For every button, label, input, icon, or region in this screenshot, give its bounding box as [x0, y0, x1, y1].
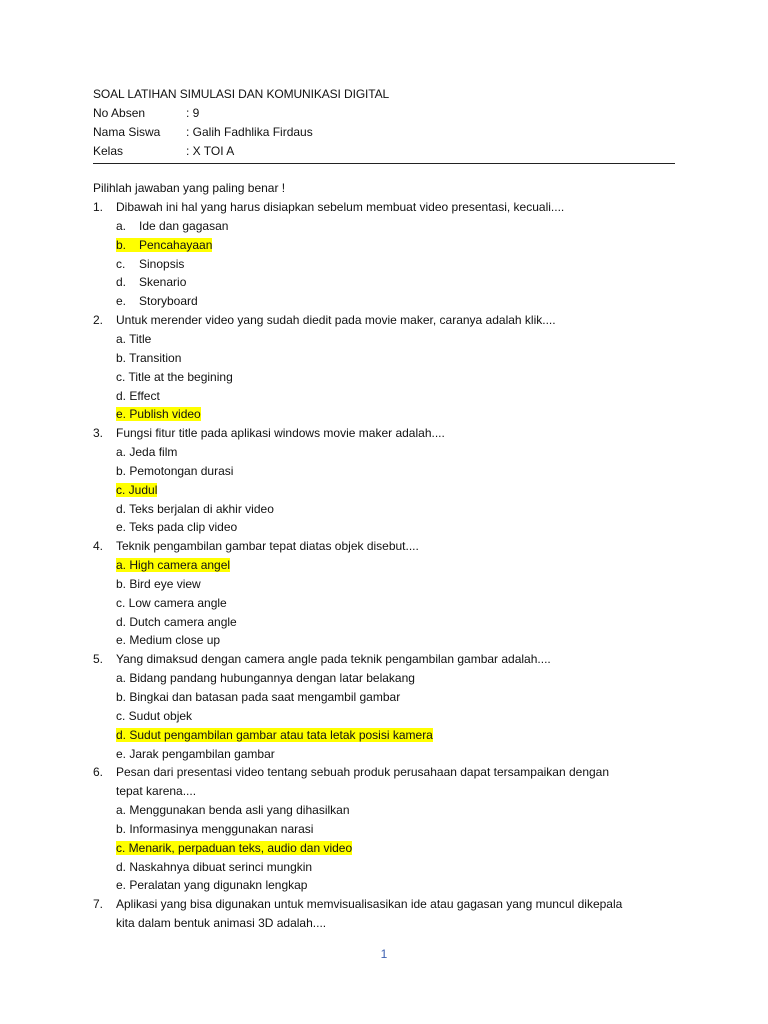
- document-page: [93, 85, 675, 933]
- option-content: b. Transition: [116, 350, 182, 365]
- answer-option: [93, 273, 675, 292]
- question-list: [93, 198, 675, 933]
- field-label: No Absen: [93, 105, 146, 120]
- selected-answer: c. Judul: [116, 482, 158, 497]
- option-content: c. Low camera angle: [116, 595, 227, 610]
- question-text: Yang dimaksud dengan camera angle pada teknik pengambilan gambar adalah....: [116, 652, 551, 667]
- question-line: [93, 198, 675, 217]
- option-content: e. Peralatan yang digunakn lengkap: [116, 878, 308, 893]
- question-text: Aplikasi yang bisa digunakan untuk memvisualisasikan ide atau gagasan yang muncul dikepala: [116, 897, 623, 912]
- option-text: Pencahayaan: [139, 237, 213, 252]
- selected-answer: d. Sudut pengambilan gambar atau tata letak posisi kamera: [116, 727, 433, 742]
- selected-answer: [116, 238, 212, 252]
- question-line: [93, 763, 675, 782]
- question-line-continued: [93, 782, 675, 801]
- option-letter: e.: [116, 294, 127, 309]
- question-text: tepat karena....: [116, 784, 197, 799]
- question-line: [93, 895, 675, 914]
- option-content: a. Title: [116, 331, 152, 346]
- question-number: 7.: [93, 897, 104, 912]
- field-nama-siswa: [93, 123, 675, 142]
- option-text: Skenario: [139, 275, 187, 290]
- answer-option: [93, 745, 675, 764]
- answer-option: [93, 255, 675, 274]
- question-text: Dibawah ini hal yang harus disiapkan sebelum membuat video presentasi, kecuali....: [116, 200, 565, 215]
- option-content: b. Pemotongan durasi: [116, 463, 234, 478]
- answer-option: [93, 876, 675, 895]
- answer-option: [93, 707, 675, 726]
- option-letter: d.: [116, 275, 127, 290]
- option-content: [116, 219, 228, 233]
- answer-option: [93, 518, 675, 537]
- selected-answer: c. Menarik, perpaduan teks, audio dan video: [116, 840, 353, 855]
- answer-option: [93, 217, 675, 236]
- question-5: [93, 650, 675, 763]
- answer-option: [93, 387, 675, 406]
- question-text: Untuk merender video yang sudah diedit pada movie maker, caranya adalah klik....: [116, 313, 556, 328]
- answer-option: [93, 349, 675, 368]
- field-label: Nama Siswa: [93, 124, 161, 139]
- answer-option: [93, 368, 675, 387]
- answer-option: [93, 236, 675, 255]
- answer-option: [93, 405, 675, 424]
- page-number: 1: [380, 947, 388, 961]
- question-line: [93, 650, 675, 669]
- answer-option: [93, 631, 675, 650]
- option-text: Ide dan gagasan: [139, 218, 229, 233]
- question-line: [93, 311, 675, 330]
- answer-option: [93, 462, 675, 481]
- question-number: 5.: [93, 652, 104, 667]
- option-letter: c.: [116, 256, 126, 271]
- answer-option: [93, 688, 675, 707]
- option-text: Sinopsis: [139, 256, 185, 271]
- option-letter: a.: [116, 218, 127, 233]
- answer-option: [93, 839, 675, 858]
- question-3: [93, 424, 675, 537]
- question-text: Teknik pengambilan gambar tepat diatas objek disebut....: [116, 539, 419, 554]
- answer-option: [93, 801, 675, 820]
- option-content: [116, 257, 184, 271]
- question-number: 1.: [93, 200, 104, 215]
- option-content: b. Informasinya menggunakan narasi: [116, 821, 314, 836]
- question-line-continued: [93, 914, 675, 933]
- question-line: [93, 537, 675, 556]
- answer-option: [93, 292, 675, 311]
- option-content: c. Sudut objek: [116, 708, 193, 723]
- question-number: 6.: [93, 765, 104, 780]
- field-label: Kelas: [93, 143, 124, 158]
- question-number: 2.: [93, 313, 104, 328]
- option-content: b. Bingkai dan batasan pada saat mengambil gambar: [116, 690, 401, 704]
- question-text: Pesan dari presentasi video tentang sebuah produk perusahaan dapat tersampaikan dengan: [116, 765, 610, 780]
- question-7: [93, 895, 675, 933]
- option-content: [116, 275, 186, 289]
- selected-answer: e. Publish video: [116, 407, 201, 422]
- option-content: e. Medium close up: [116, 633, 221, 648]
- answer-option: [93, 481, 675, 500]
- answer-option: [93, 669, 675, 688]
- question-text: kita dalam bentuk animasi 3D adalah....: [116, 916, 327, 931]
- field-no-absen: [93, 104, 675, 123]
- question-2: [93, 311, 675, 424]
- instruction: Pilihlah jawaban yang paling benar !: [93, 181, 286, 196]
- answer-option: [93, 556, 675, 575]
- answer-option: [93, 820, 675, 839]
- header-divider: [93, 163, 675, 164]
- field-value: : X TOI A: [186, 143, 235, 158]
- answer-option: [93, 575, 675, 594]
- option-content: d. Teks berjalan di akhir video: [116, 501, 274, 516]
- question-text: Fungsi fitur title pada aplikasi windows movie maker adalah....: [116, 426, 445, 441]
- answer-option: [93, 594, 675, 613]
- answer-option: [93, 443, 675, 462]
- option-content: a. Menggunakan benda asli yang dihasilkan: [116, 803, 350, 818]
- question-6: [93, 763, 675, 895]
- question-number: 3.: [93, 426, 104, 441]
- option-content: c. Title at the begining: [116, 369, 233, 384]
- header-divider-row: [93, 160, 675, 179]
- question-4: [93, 537, 675, 650]
- answer-option: [93, 858, 675, 877]
- question-1: [93, 198, 675, 311]
- answer-option: [93, 613, 675, 632]
- option-content: d. Effect: [116, 388, 160, 403]
- option-content: d. Naskahnya dibuat serinci mungkin: [116, 859, 313, 874]
- answer-option: [93, 330, 675, 349]
- field-value: : Galih Fadhlika Firdaus: [186, 124, 313, 139]
- option-content: e. Jarak pengambilan gambar: [116, 746, 275, 761]
- question-number: 4.: [93, 539, 104, 554]
- option-content: a. Bidang pandang hubungannya dengan latar belakang: [116, 671, 415, 686]
- option-content: d. Dutch camera angle: [116, 614, 237, 629]
- option-content: e. Teks pada clip video: [116, 520, 238, 535]
- question-line: [93, 424, 675, 443]
- option-letter: b.: [116, 237, 127, 252]
- field-value: : 9: [186, 105, 200, 120]
- option-text: Storyboard: [139, 294, 198, 309]
- option-content: b. Bird eye view: [116, 576, 201, 591]
- answer-option: [93, 500, 675, 519]
- option-content: [116, 294, 198, 308]
- option-content: a. Jeda film: [116, 445, 178, 460]
- answer-option: [93, 726, 675, 745]
- document-title: SOAL LATIHAN SIMULASI DAN KOMUNIKASI DIGITAL: [93, 87, 390, 101]
- field-kelas: [93, 142, 675, 161]
- selected-answer: a. High camera angel: [116, 558, 231, 573]
